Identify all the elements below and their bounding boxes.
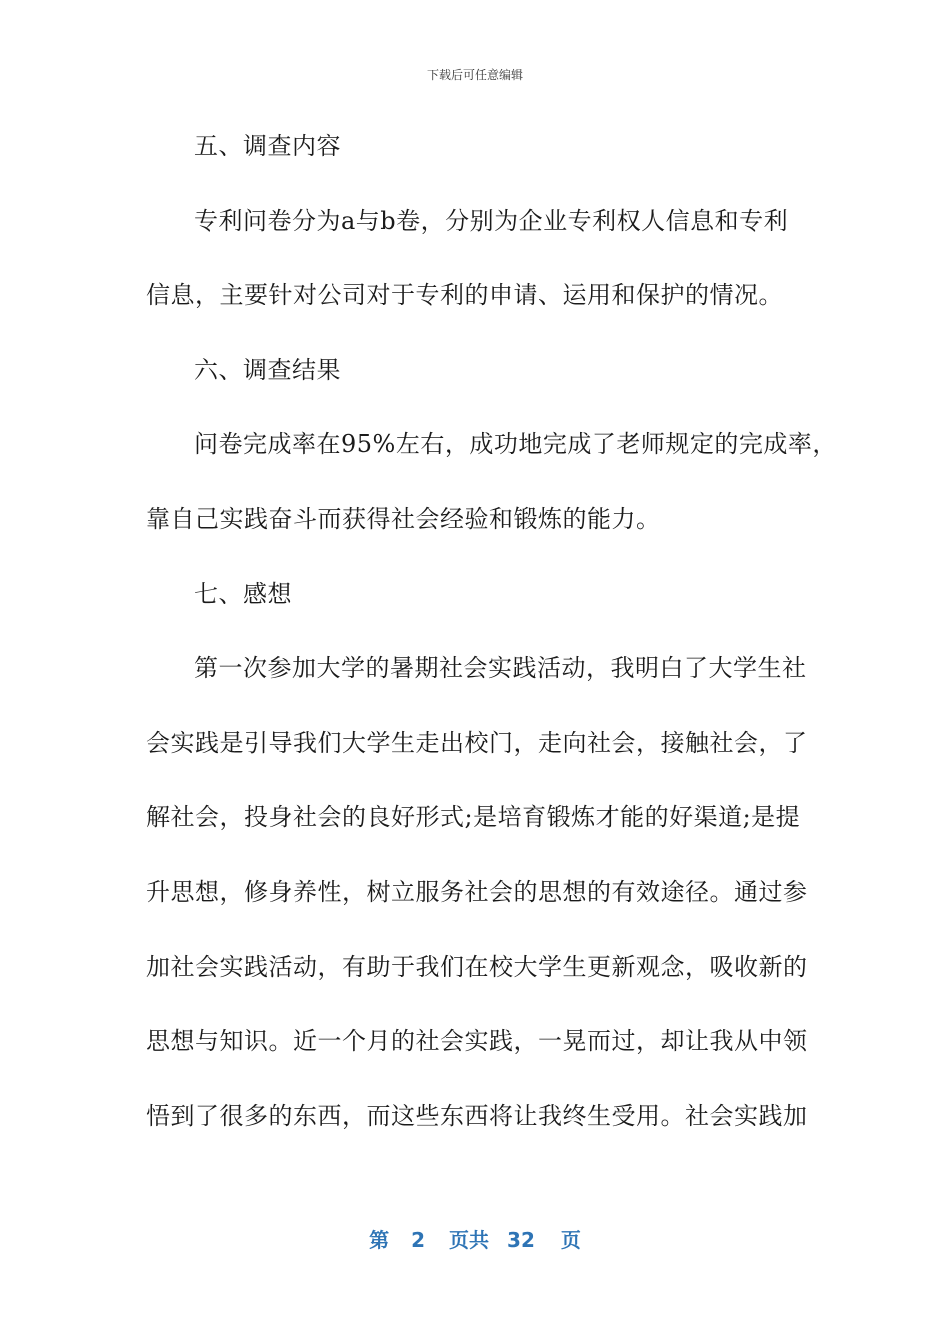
heading-section-5: 五、调查内容 (194, 132, 341, 160)
paragraph-line: 思想与知识。近一个月的社会实践，一晃而过，却让我从中领 (146, 1027, 808, 1056)
footer-suffix: 页 (560, 1228, 581, 1252)
footer-page-number: 2 (411, 1228, 426, 1252)
paragraph-line: 加社会实践活动，有助于我们在校大学生更新观念，吸收新的 (146, 952, 808, 981)
footer-middle: 页共 (449, 1228, 490, 1252)
paragraph-line: 信息，主要针对公司对于专利的申请、运用和保护的情况。 (146, 281, 783, 310)
paragraph-line: 第一次参加大学的暑期社会实践活动，我明白了大学生社 (194, 654, 807, 683)
page-header: 下载后可任意编辑 (426, 68, 523, 82)
paragraph-line: 问卷完成率在95%左右，成功地完成了老师规定的完成率， (194, 430, 837, 459)
paragraph-line: 专利问卷分为a与b卷，分别为企业专利权人信息和专利 (194, 206, 789, 235)
heading-section-6: 六、调查结果 (194, 355, 341, 384)
heading-section-7: 七、感想 (194, 579, 292, 608)
paragraph-line: 会实践是引导我们大学生走出校门，走向社会，接触社会，了 (146, 728, 808, 757)
paragraph-line: 悟到了很多的东西，而这些东西将让我终生受用。社会实践加 (146, 1101, 808, 1130)
paragraph-line: 靠自己实践奋斗而获得社会经验和锻炼的能力。 (146, 504, 661, 533)
paragraph-line: 解社会，投身社会的良好形式;是培育锻炼才能的好渠道;是提 (146, 803, 801, 832)
document-body (146, 120, 837, 1164)
page-footer (0, 1224, 950, 1253)
footer-prefix: 第 (369, 1228, 390, 1252)
footer-total-pages: 32 (507, 1228, 535, 1252)
paragraph-line: 升思想，修身养性，树立服务社会的思想的有效途径。通过参 (146, 877, 808, 906)
